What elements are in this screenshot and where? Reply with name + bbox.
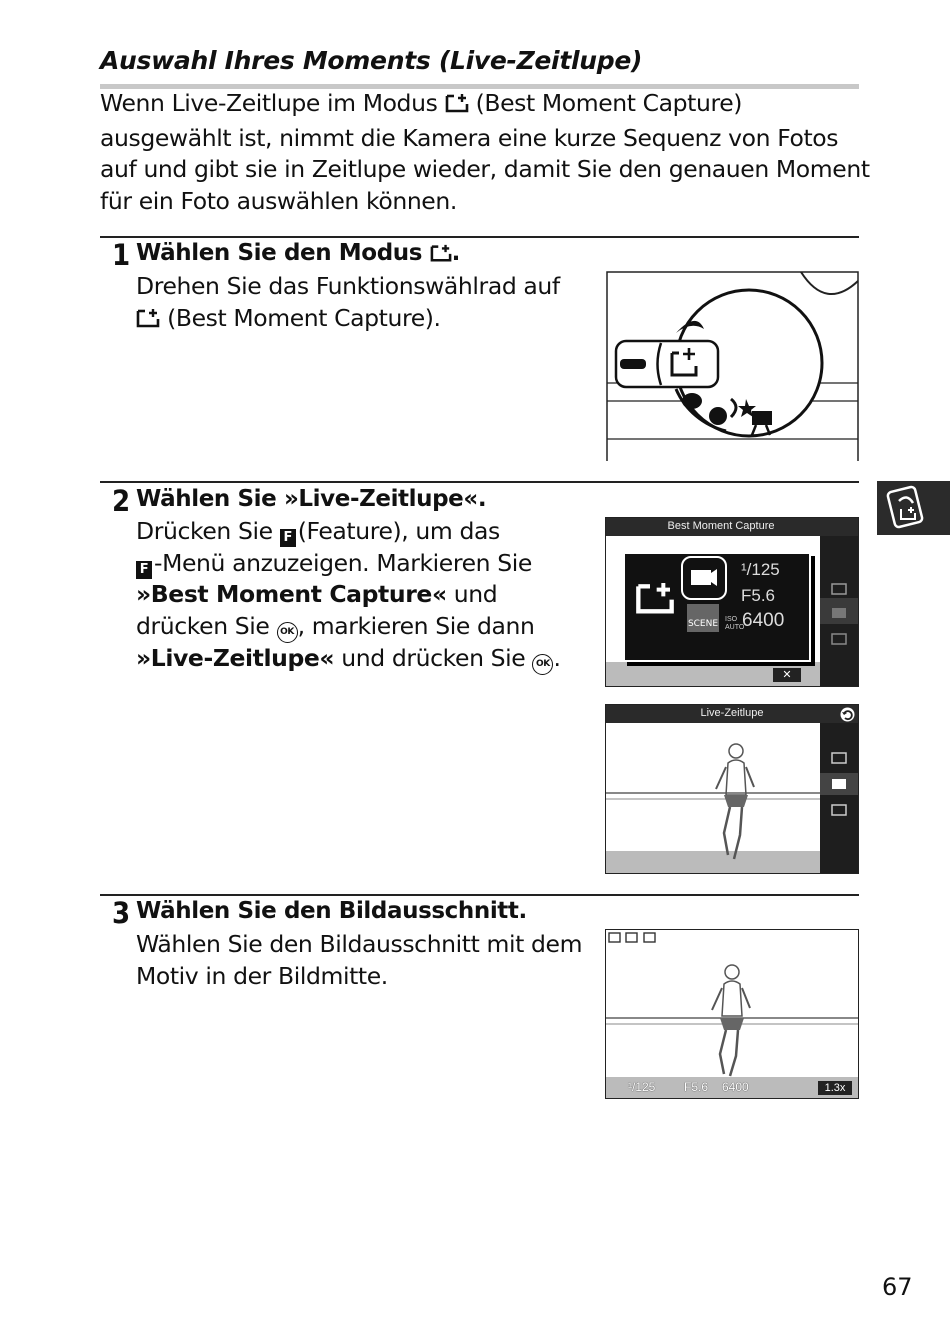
step-1-heading — [136, 240, 460, 269]
intro-text-a: Wenn Live-Zeitlupe im Modus — [100, 89, 438, 117]
side-menu — [820, 536, 858, 686]
step-2-body-6: , markieren Sie dann — [297, 611, 535, 640]
f-button-icon: F — [280, 529, 296, 547]
step-2-body-2: (Feature), um das — [297, 517, 500, 545]
step-2-body-3: -Menü anzuzeigen. Markieren Sie — [154, 548, 532, 577]
iso-label: ISO AUTO — [725, 616, 745, 631]
scene-option[interactable]: SCENE — [687, 604, 719, 632]
step-1-body-a: Drehen Sie das Funktionswählrad auf — [136, 272, 560, 300]
step-2-rule — [100, 481, 859, 483]
screen-title: Best Moment Capture — [667, 520, 775, 532]
step-2-body-9: . — [553, 643, 561, 672]
screen-title: Live-Zeitlupe — [700, 707, 764, 719]
step-3-body: Wählen Sie den Bildausschnitt mit dem Motiv in der Bildmitte. — [136, 930, 583, 990]
best-moment-capture-icon — [136, 306, 160, 338]
step-1-body — [136, 271, 591, 337]
step-2-body-1: Drücken Sie — [136, 517, 273, 545]
best-moment-capture-screen — [605, 517, 859, 687]
step-2-body — [136, 516, 596, 675]
close-button[interactable]: ✕ — [773, 668, 801, 682]
step-2-body-5: und drücken Sie — [136, 580, 498, 640]
best-moment-capture-icon — [635, 578, 675, 618]
step-3-rule — [100, 894, 859, 896]
iso-value: 6400 — [722, 1080, 749, 1094]
zoom-indicator: 1.3x — [818, 1081, 852, 1095]
step-1-body-b: (Best Moment Capture). — [167, 303, 441, 332]
page-number: 67 — [882, 1273, 913, 1301]
step-2-body-8: und drücken Sie — [334, 643, 526, 672]
step-2-heading: Wählen Sie »Live-Zeitlupe«. — [136, 486, 487, 512]
aperture: F5.6 — [741, 586, 776, 605]
step-1-heading-end: . — [451, 240, 460, 266]
side-menu — [820, 723, 858, 873]
step-2-number: 2 — [112, 484, 129, 518]
viewfinder-area — [606, 723, 820, 873]
intro-paragraph — [100, 88, 870, 217]
feature-popup — [623, 552, 811, 662]
chapter-tab-icon — [877, 481, 950, 535]
step-3-heading: Wählen Sie den Bildausschnitt. — [136, 898, 527, 924]
step-3-number: 3 — [112, 896, 129, 930]
live-zeitlupe-option[interactable] — [681, 556, 727, 600]
step-1-heading-text: Wählen Sie den Modus — [136, 240, 423, 266]
step-2-body-7: »Live-Zeitlupe« — [136, 643, 335, 672]
live-view-screen — [605, 929, 859, 1099]
live-zeitlupe-screen — [605, 704, 859, 874]
iso-value: 6400 — [742, 610, 785, 631]
section-title: Auswahl Ihres Moments (Live-Zeitlupe) — [100, 46, 643, 75]
ok-button-icon: OK — [532, 654, 553, 675]
mode-dial-illustration — [606, 271, 859, 461]
back-icon[interactable] — [840, 707, 855, 722]
chapter-tab[interactable] — [877, 481, 950, 535]
best-moment-capture-icon — [430, 243, 452, 269]
f-button-icon: F — [136, 561, 152, 579]
step-2-body-4: »Best Moment Capture« — [136, 580, 447, 608]
aperture: F5.6 — [684, 1080, 709, 1094]
shutter-speed: ¹/125 — [628, 1080, 656, 1094]
step-1-rule — [100, 236, 859, 238]
step-1-number: 1 — [112, 238, 129, 272]
ok-button-icon: OK — [277, 622, 298, 643]
intro-text-b: (Best Moment Capture) ausgewählt ist, nimmt die Kamera eine kurze Sequenz von Fotos auf und gibt sie in Zeitlupe wieder, damit Sie den genauen Moment für ein Foto auswählen können. — [100, 89, 870, 215]
shutter-speed: ¹/125 — [741, 560, 780, 579]
best-moment-capture-icon — [445, 91, 469, 123]
